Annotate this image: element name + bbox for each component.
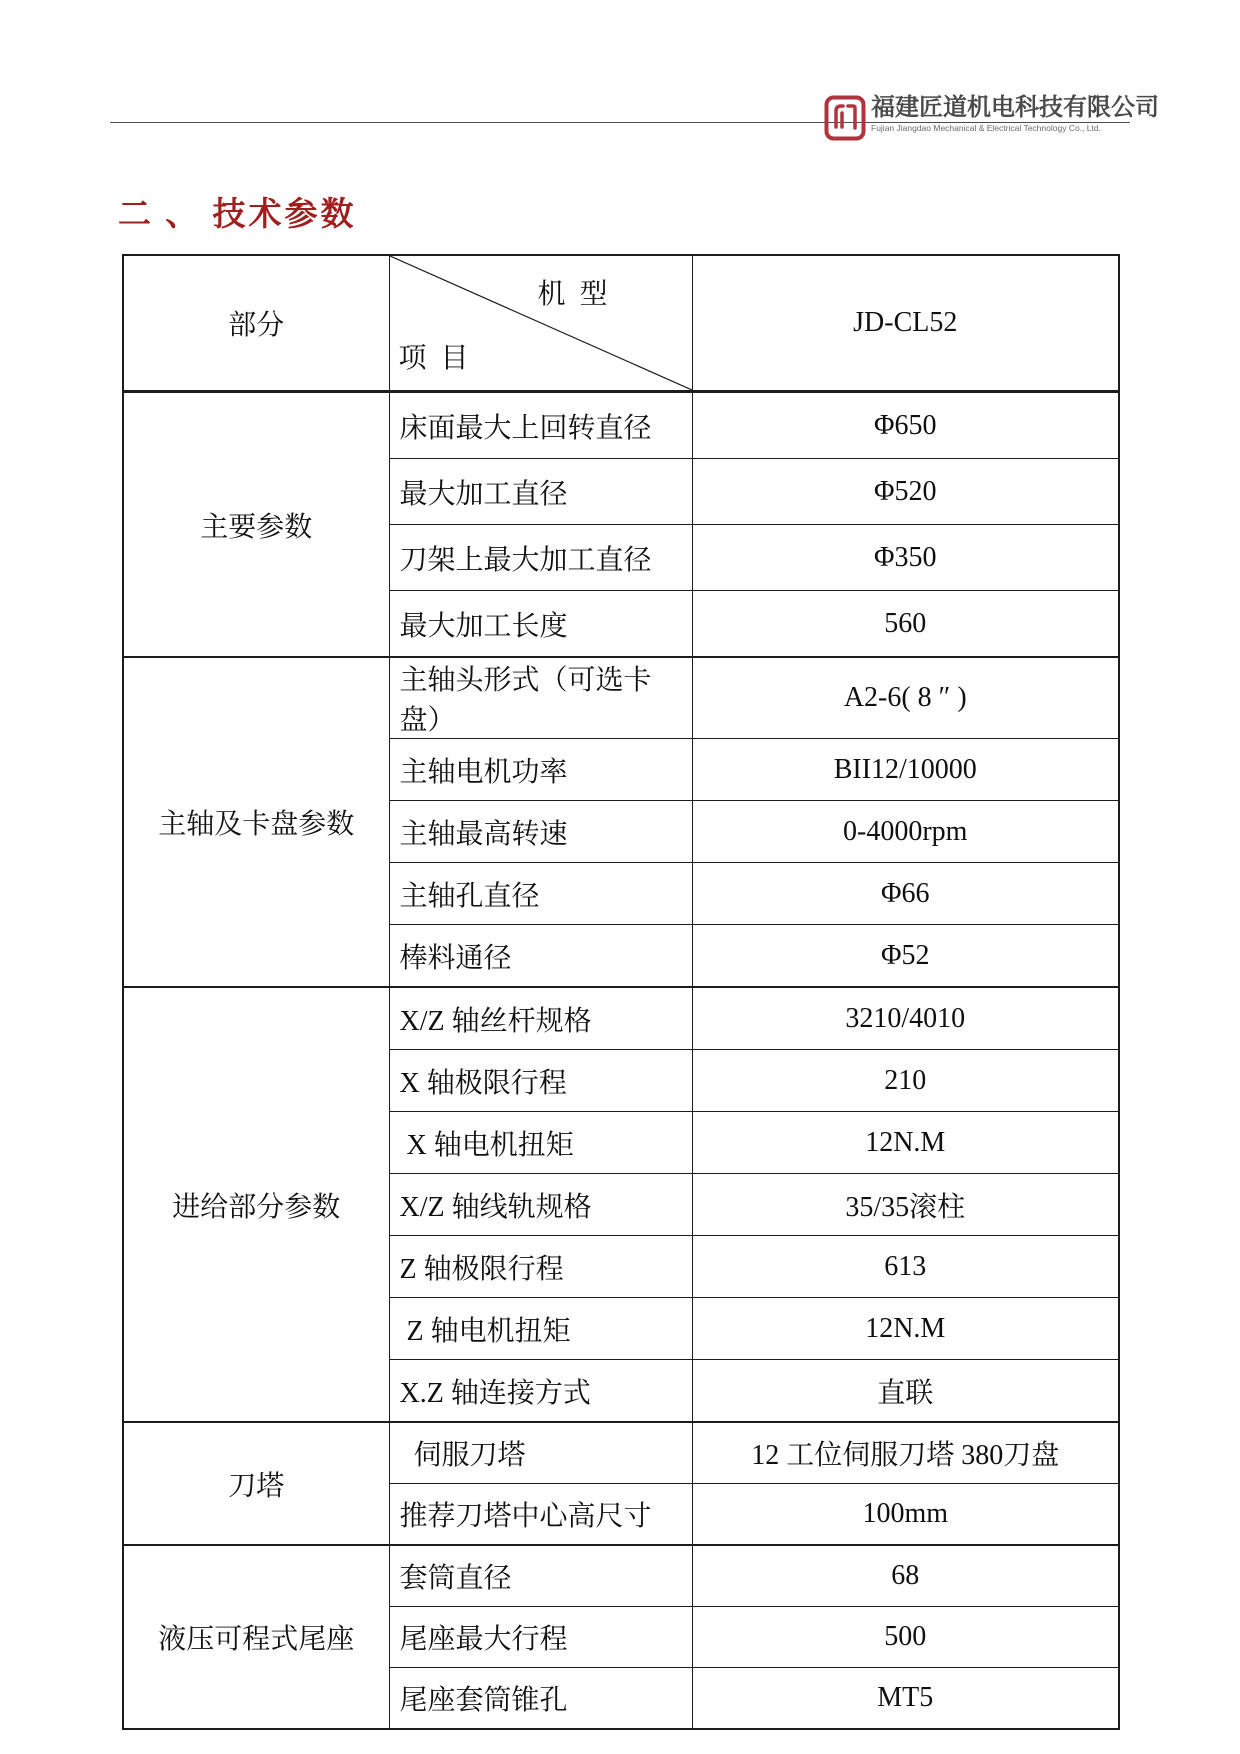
table-row (123, 1422, 1119, 1484)
item-cell: 主轴最高转速 (389, 801, 692, 863)
item-cell: 主轴头形式（可选卡盘） (389, 657, 692, 739)
value-cell: Φ650 (692, 392, 1119, 459)
item-cell: 棒料通径 (389, 925, 692, 988)
value-cell: 100mm (692, 1484, 1119, 1546)
group-label-cell: 刀塔 (123, 1422, 389, 1545)
item-cell: 最大加工直径 (389, 459, 692, 525)
table-row (123, 1545, 1119, 1607)
item-cell: X/Z 轴丝杆规格 (389, 987, 692, 1050)
value-cell: 3210/4010 (692, 987, 1119, 1050)
item-cell: Z 轴电机扭矩 (389, 1298, 692, 1360)
value-cell: 12N.M (692, 1112, 1119, 1174)
value-cell: Φ520 (692, 459, 1119, 525)
company-name-en: Fujian Jiangdao Mechanical & Electrical Technology Co., Ltd. (871, 123, 1101, 133)
value-cell: 68 (692, 1545, 1119, 1607)
header-model-label: 机 型 (537, 279, 608, 310)
item-cell: 推荐刀塔中心高尺寸 (389, 1484, 692, 1546)
company-name-block (871, 95, 1159, 133)
item-cell: 尾座最大行程 (389, 1607, 692, 1668)
item-cell: X/Z 轴线轨规格 (389, 1174, 692, 1236)
value-cell: 613 (692, 1236, 1119, 1298)
item-cell: 刀架上最大加工直径 (389, 525, 692, 591)
item-cell: Z 轴极限行程 (389, 1236, 692, 1298)
value-cell: 35/35滚柱 (692, 1174, 1119, 1236)
value-cell: MT5 (692, 1668, 1119, 1730)
item-cell: 最大加工长度 (389, 591, 692, 658)
group-label-cell: 液压可程式尾座 (123, 1545, 389, 1729)
company-name-cn: 福建匠道机电科技有限公司 (871, 94, 1159, 121)
item-cell: 套筒直径 (389, 1545, 692, 1607)
value-cell: 210 (692, 1050, 1119, 1112)
section-heading: 二 、 技术参数 (118, 197, 357, 233)
header-diagonal-cell (389, 255, 692, 392)
table-row (123, 657, 1119, 739)
group-label-cell: 主轴及卡盘参数 (123, 657, 389, 987)
item-cell: 主轴孔直径 (389, 863, 692, 925)
item-cell: 伺服刀塔 (389, 1422, 692, 1484)
item-cell: 床面最大上回转直径 (389, 392, 692, 459)
table-row (123, 987, 1119, 1050)
header-section-cell: 部分 (123, 255, 389, 392)
value-cell: 12N.M (692, 1298, 1119, 1360)
value-cell: 0-4000rpm (692, 801, 1119, 863)
value-cell: Φ350 (692, 525, 1119, 591)
item-cell: X.Z 轴连接方式 (389, 1360, 692, 1423)
item-cell: X 轴电机扭矩 (389, 1112, 692, 1174)
value-cell: 12 工位伺服刀塔 380刀盘 (692, 1422, 1119, 1484)
jiangdao-brand-mark-icon (824, 95, 866, 141)
item-cell: X 轴极限行程 (389, 1050, 692, 1112)
item-cell: 尾座套筒锥孔 (389, 1668, 692, 1730)
value-cell: A2-6( 8 ″ ) (692, 657, 1119, 739)
value-cell: Φ52 (692, 925, 1119, 988)
group-label-cell: 主要参数 (123, 392, 389, 658)
item-cell: 主轴电机功率 (389, 739, 692, 801)
group-label-cell: 进给部分参数 (123, 987, 389, 1422)
company-logo (824, 95, 1159, 141)
header-item-label: 项 目 (398, 343, 469, 374)
header-model-value: JD-CL52 (692, 255, 1119, 392)
value-cell: Φ66 (692, 863, 1119, 925)
value-cell: 500 (692, 1607, 1119, 1668)
table-row (123, 392, 1119, 459)
spec-table (122, 254, 1120, 1730)
value-cell: 560 (692, 591, 1119, 658)
table-header-row (123, 255, 1119, 392)
value-cell: BII12/10000 (692, 739, 1119, 801)
value-cell: 直联 (692, 1360, 1119, 1423)
